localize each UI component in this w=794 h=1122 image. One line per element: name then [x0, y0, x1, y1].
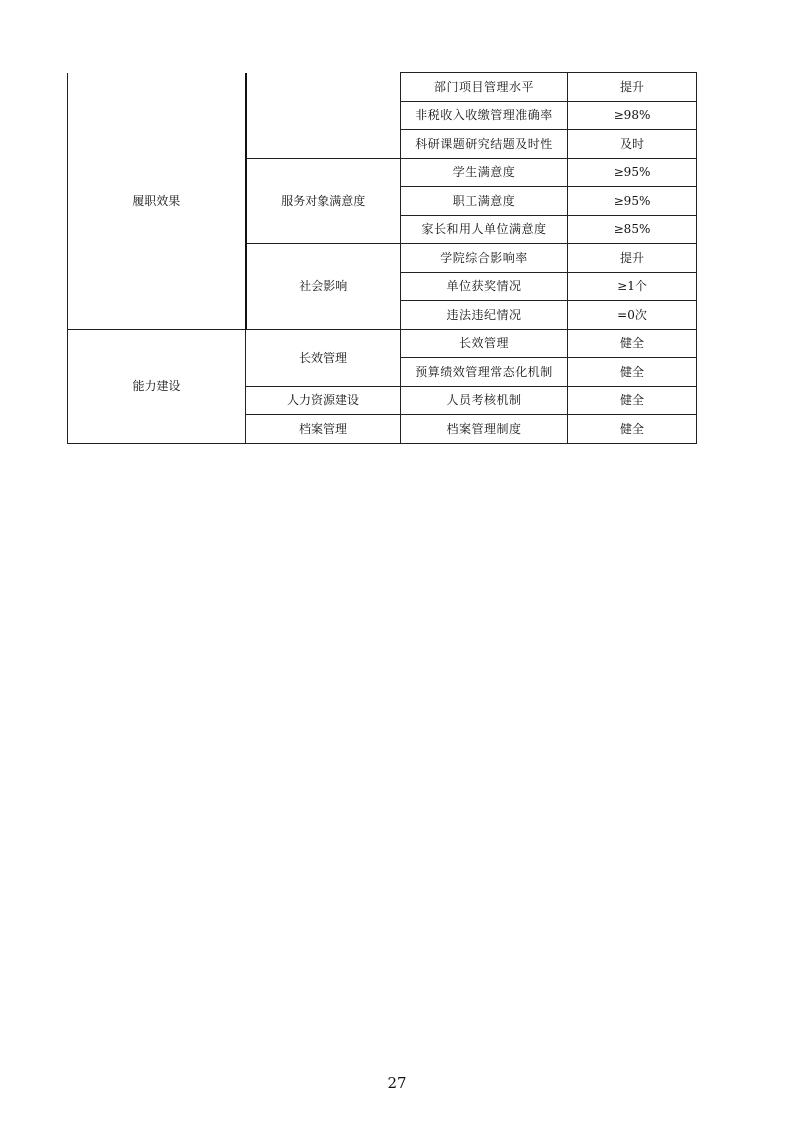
level2-cell: 档案管理 [246, 415, 401, 444]
target-cell: 提升 [568, 244, 697, 273]
target-cell: ≥95% [568, 187, 697, 216]
indicator-cell: 单位获奖情况 [401, 272, 568, 301]
target-cell: 提升 [568, 73, 697, 102]
level2-cell: 社会影响 [246, 244, 401, 330]
target-cell: 及时 [568, 130, 697, 159]
level2-cell: 长效管理 [246, 329, 401, 386]
indicator-cell: 长效管理 [401, 329, 568, 358]
indicator-cell: 部门项目管理水平 [401, 73, 568, 102]
target-cell: 健全 [568, 415, 697, 444]
level1-cell: 履职效果 [68, 73, 246, 330]
indicator-cell: 预算绩效管理常态化机制 [401, 358, 568, 387]
indicator-cell: 家长和用人单位满意度 [401, 215, 568, 244]
level2-cell: 服务对象满意度 [246, 158, 401, 244]
target-cell: 健全 [568, 358, 697, 387]
indicator-cell: 学院综合影响率 [401, 244, 568, 273]
target-cell: =0次 [568, 301, 697, 330]
target-cell: 健全 [568, 386, 697, 415]
level2-cell: 人力资源建设 [246, 386, 401, 415]
level2-cell [246, 73, 401, 159]
indicator-cell: 违法违纪情况 [401, 301, 568, 330]
page-number: 27 [387, 1074, 407, 1092]
level1-cell: 能力建设 [68, 329, 246, 443]
indicator-cell: 档案管理制度 [401, 415, 568, 444]
target-cell: ≥95% [568, 158, 697, 187]
indicator-cell: 职工满意度 [401, 187, 568, 216]
indicator-cell: 学生满意度 [401, 158, 568, 187]
table-row [68, 329, 697, 358]
target-cell: 健全 [568, 329, 697, 358]
performance-indicator-table [67, 72, 697, 444]
indicator-cell: 科研课题研究结题及时性 [401, 130, 568, 159]
table-row [68, 73, 697, 102]
target-cell: ≥98% [568, 101, 697, 130]
indicator-cell: 人员考核机制 [401, 386, 568, 415]
target-cell: ≥1个 [568, 272, 697, 301]
indicator-cell: 非税收入收缴管理准确率 [401, 101, 568, 130]
target-cell: ≥85% [568, 215, 697, 244]
